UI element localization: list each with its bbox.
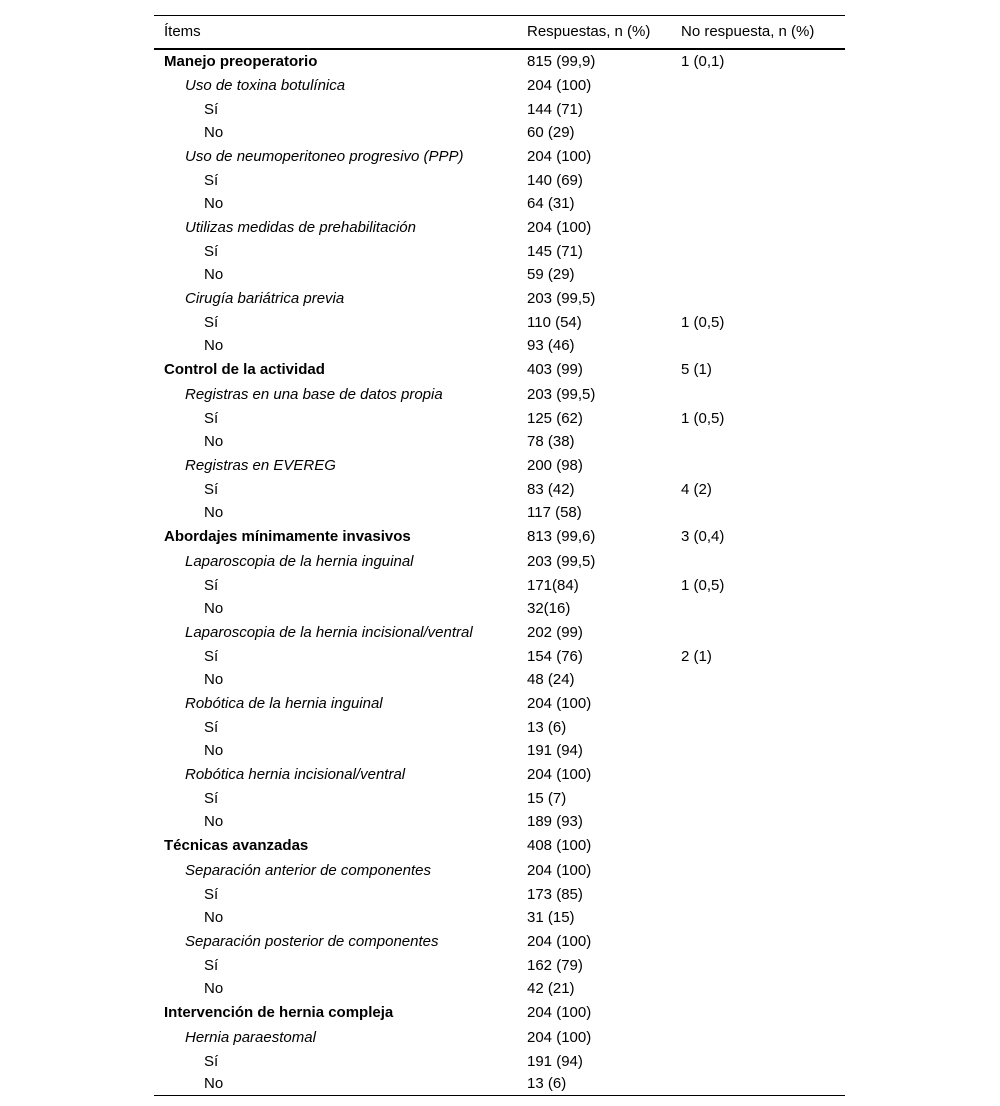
cell-responses: 408 (100) [527,836,592,854]
question-row [154,73,845,98]
question-row [154,620,845,645]
question-row [154,549,845,574]
answer-row [154,574,845,597]
section-row [154,357,845,382]
cell-item: Hernia paraestomal [185,1028,316,1046]
cell-no-response [681,833,845,858]
answer-row [154,597,845,620]
cell-item: Registras en EVEREG [185,456,336,474]
header-responses: Respuestas, n (%) [527,16,681,49]
cell-responses: 200 (98) [527,456,583,474]
cell-responses: 813 (99,6) [527,527,596,545]
cell-item: No [204,265,224,283]
answer-row [154,716,845,739]
answer-row [154,334,845,357]
question-row [154,382,845,407]
cell-no-response [681,883,845,906]
cell-no-response [681,382,845,407]
cell-item: Intervención de hernia compleja [164,1003,394,1021]
cell-responses: 204 (100) [527,765,592,783]
answer-row [154,407,845,430]
cell-no-response [681,1025,845,1050]
cell-no-response [681,954,845,977]
header-row [154,16,845,49]
cell-no-response: 1 (0,5) [681,576,725,594]
cell-item: Sí [204,956,219,974]
cell-responses: 815 (99,9) [527,52,596,70]
cell-item: Sí [204,171,219,189]
cell-item: Registras en una base de datos propia [185,385,443,403]
cell-item: Robótica de la hernia inguinal [185,694,383,712]
cell-no-response: 5 (1) [681,360,712,378]
cell-no-response [681,549,845,574]
cell-responses: 64 (31) [527,194,575,212]
cell-item: Sí [204,100,219,118]
question-row [154,929,845,954]
cell-item: Laparoscopia de la hernia incisional/ventral [185,623,473,641]
question-row [154,691,845,716]
answer-row [154,883,845,906]
cell-no-response [681,98,845,121]
cell-item: Uso de toxina botulínica [185,76,346,94]
cell-no-response [681,668,845,691]
cell-responses: 162 (79) [527,956,583,974]
cell-item: Sí [204,647,219,665]
cell-no-response: 2 (1) [681,647,712,665]
cell-no-response [681,1050,845,1073]
cell-no-response [681,169,845,192]
cell-no-response [681,286,845,311]
answer-row [154,311,845,334]
cell-responses: 204 (100) [527,218,592,236]
cell-responses: 83 (42) [527,480,575,498]
cell-responses: 203 (99,5) [527,552,596,570]
cell-no-response: 1 (0,1) [681,52,725,70]
cell-no-response [681,1073,845,1096]
section-row [154,49,845,73]
cell-item: Utilizas medidas de prehabilitación [185,218,416,236]
cell-responses: 93 (46) [527,336,575,354]
cell-responses: 189 (93) [527,812,583,830]
cell-no-response: 3 (0,4) [681,527,725,545]
cell-responses: 145 (71) [527,242,583,260]
cell-no-response [681,240,845,263]
cell-item: No [204,503,224,521]
cell-item: No [204,599,224,617]
answer-row [154,501,845,524]
cell-item: No [204,979,224,997]
cell-item: Abordajes mínimamente invasivos [164,527,411,545]
question-row [154,762,845,787]
answer-row [154,906,845,929]
cell-item: No [204,741,224,759]
cell-responses: 204 (100) [527,1003,592,1021]
cell-item: Robótica hernia incisional/ventral [185,765,406,783]
answer-row [154,954,845,977]
cell-responses: 59 (29) [527,265,575,283]
cell-responses: 202 (99) [527,623,583,641]
cell-item: Laparoscopia de la hernia inguinal [185,552,414,570]
question-row [154,1025,845,1050]
answer-row [154,263,845,286]
cell-no-response [681,334,845,357]
cell-responses: 117 (58) [527,503,582,521]
cell-responses: 204 (100) [527,694,592,712]
cell-responses: 42 (21) [527,979,575,997]
cell-no-response [681,215,845,240]
cell-no-response [681,597,845,620]
cell-item: No [204,908,224,926]
cell-responses: 204 (100) [527,861,592,879]
question-row [154,858,845,883]
answer-row [154,810,845,833]
cell-responses: 403 (99) [527,360,583,378]
cell-no-response [681,739,845,762]
cell-responses: 78 (38) [527,432,575,450]
cell-no-response [681,620,845,645]
cell-item: Separación posterior de componentes [185,932,439,950]
cell-responses: 191 (94) [527,1052,583,1070]
cell-responses: 171(84) [527,576,579,594]
cell-no-response [681,977,845,1000]
cell-item: Control de la actividad [164,360,325,378]
section-row [154,524,845,549]
cell-responses: 204 (100) [527,1028,592,1046]
cell-no-response [681,1000,845,1025]
cell-no-response [681,121,845,144]
cell-item: Sí [204,885,219,903]
cell-responses: 31 (15) [527,908,575,926]
question-row [154,215,845,240]
answer-row [154,739,845,762]
cell-item: Sí [204,242,219,260]
answer-row [154,1073,845,1096]
answer-row [154,98,845,121]
cell-no-response [681,144,845,169]
cell-item: No [204,123,224,141]
answer-row [154,430,845,453]
cell-item: Sí [204,1052,219,1070]
results-table-container [154,15,845,1096]
cell-no-response: 1 (0,5) [681,313,725,331]
cell-responses: 13 (6) [527,1073,681,1096]
cell-responses: 48 (24) [527,670,575,688]
header-no-response: No respuesta, n (%) [681,16,845,49]
cell-responses: 125 (62) [527,409,583,427]
answer-row [154,645,845,668]
answer-row [154,1050,845,1073]
section-row [154,1000,845,1025]
table-header [154,16,845,49]
cell-responses: 203 (99,5) [527,289,596,307]
cell-responses: 13 (6) [527,718,567,736]
cell-responses: 110 (54) [527,313,582,331]
answer-row [154,240,845,263]
cell-item: Manejo preoperatorio [164,52,318,70]
answer-row [154,977,845,1000]
header-items: Ítems [154,16,527,49]
cell-no-response [681,906,845,929]
cell-responses: 203 (99,5) [527,385,596,403]
cell-responses: 15 (7) [527,789,567,807]
cell-item: Sí [204,313,219,331]
table-body [154,49,845,1096]
question-row [154,286,845,311]
cell-responses: 140 (69) [527,171,583,189]
cell-no-response: 4 (2) [681,480,712,498]
cell-item: No [204,336,224,354]
answer-row [154,121,845,144]
cell-item: Técnicas avanzadas [164,836,309,854]
answer-row [154,478,845,501]
cell-no-response [681,691,845,716]
question-row [154,144,845,169]
cell-responses: 154 (76) [527,647,583,665]
cell-no-response [681,787,845,810]
question-row [154,453,845,478]
answer-row [154,787,845,810]
cell-responses: 32(16) [527,599,571,617]
cell-item: Sí [204,789,219,807]
answer-row [154,668,845,691]
cell-item: Sí [204,718,219,736]
cell-no-response [681,501,845,524]
cell-item: No [204,194,224,212]
cell-item: Cirugía bariátrica previa [185,289,345,307]
results-table [154,15,845,1096]
cell-item: Uso de neumoperitoneo progresivo (PPP) [185,147,464,165]
cell-no-response [681,192,845,215]
cell-item: Sí [204,409,219,427]
cell-no-response [681,762,845,787]
cell-item: No [204,812,224,830]
cell-no-response: 1 (0,5) [681,409,725,427]
cell-no-response [681,716,845,739]
cell-no-response [681,858,845,883]
cell-item: Sí [204,480,219,498]
cell-responses: 204 (100) [527,76,592,94]
cell-responses: 173 (85) [527,885,583,903]
cell-responses: 204 (100) [527,932,592,950]
cell-no-response [681,73,845,98]
cell-responses: 204 (100) [527,147,592,165]
section-row [154,833,845,858]
cell-item: Sí [204,576,219,594]
cell-item: No [204,432,224,450]
answer-row [154,169,845,192]
cell-responses: 144 (71) [527,100,583,118]
cell-responses: 60 (29) [527,123,575,141]
cell-item: No [204,670,224,688]
cell-item: Separación anterior de componentes [185,861,431,879]
cell-no-response [681,810,845,833]
cell-no-response [681,263,845,286]
cell-no-response [681,453,845,478]
cell-no-response [681,929,845,954]
answer-row [154,192,845,215]
cell-no-response [681,430,845,453]
cell-item: No [154,1073,527,1096]
cell-responses: 191 (94) [527,741,583,759]
